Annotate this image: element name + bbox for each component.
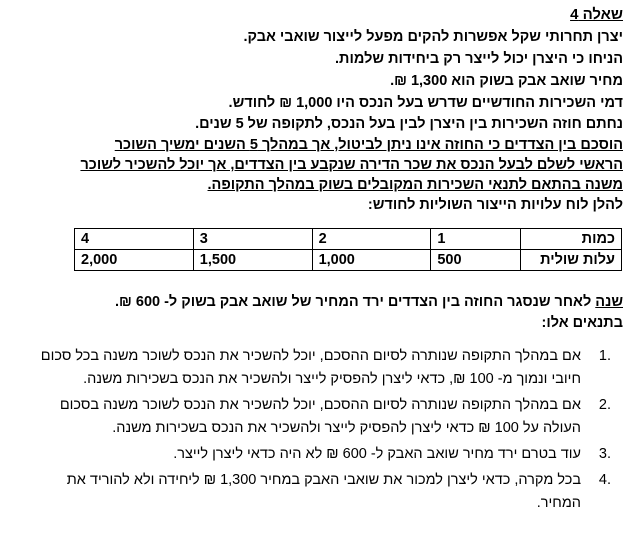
intro-line-4: דמי השכירות החודשיים שדרש בעל הנכס היו 1,000 ₪ לחודש. bbox=[228, 95, 623, 111]
agreement-line-3: משנה בהתאם לתנאי השכירות המקובלים בשוק במהלך התקופה. bbox=[207, 177, 623, 193]
intro-line-2: הניחו כי היצרן יכול לייצר רק ביחידות שלמות. bbox=[335, 51, 623, 67]
conditions-intro bbox=[542, 313, 624, 333]
marginal-cost-header: עלות שולית bbox=[521, 250, 622, 271]
condition-number: 4. bbox=[598, 472, 611, 488]
quantity-row bbox=[75, 229, 622, 250]
condition-text: אם במהלך התקופה שנותרה לסיום ההסכם, יוכל להשכיר את הנכס לשוכר משנה בכל סכום חיובי ונמוך מ- 100 ₪, כדאי ליצרן להפסיק לייצר ולהשכיר את הנכס בשכירות משנה. bbox=[40, 348, 581, 387]
table-intro: להלן לוח עלויות הייצור השוליות לחודש: bbox=[367, 197, 623, 213]
condition-number: 3. bbox=[598, 446, 611, 462]
intro-line-3: מחיר שואב אבק בשוק הוא 1,300 ₪. bbox=[390, 73, 623, 89]
agreement-line-2: הראשי לשלם לבעל הנכס את שכר הדירה שנקבע בין הצדדים, אך יוכל להשכיר לשוכר bbox=[80, 157, 623, 173]
year-word: שנה bbox=[595, 294, 623, 310]
marginal-cost-row bbox=[75, 250, 622, 271]
condition-item bbox=[25, 443, 625, 466]
year-line-rest: לאחר שנסגר החוזה בין הצדדים ירד המחיר של שואב אבק בשוק ל- 600 ₪. bbox=[115, 294, 592, 310]
condition-number: 1. bbox=[598, 348, 611, 364]
quantity-header: כמות bbox=[521, 229, 622, 250]
condition-item bbox=[25, 345, 625, 391]
conditions-list bbox=[25, 345, 625, 515]
marginal-cost-cell: 2,000 bbox=[75, 250, 194, 271]
intro-line-1: יצרן תחרותי שקל אפשרות להקים מפעל לייצור שואבי אבק. bbox=[243, 29, 623, 45]
condition-text: בכל מקרה, כדאי ליצרן למכור את שואבי האבק במחיר 1,300 ₪ ליחידה ולא להוריד את המחיר. bbox=[66, 472, 581, 511]
condition-item bbox=[25, 469, 625, 515]
marginal-cost-cell: 1,000 bbox=[312, 250, 431, 271]
marginal-cost-table bbox=[74, 228, 622, 271]
quantity-cell: 1 bbox=[431, 229, 521, 250]
agreement-line-1: הוסכם בין הצדדים כי החוזה אינו ניתן לביטול, אך במהלך 5 השנים ימשיך השוכר bbox=[114, 137, 623, 153]
marginal-cost-cell: 500 bbox=[431, 250, 521, 271]
marginal-cost-cell: 1,500 bbox=[193, 250, 312, 271]
condition-number: 2. bbox=[598, 397, 611, 413]
conditions-intro-text: בתנאים אלו: bbox=[541, 315, 623, 331]
quantity-cell: 2 bbox=[312, 229, 431, 250]
year-line bbox=[115, 292, 623, 312]
intro-line-5: נחתם חוזה השכירות בין היצרן לבין בעל הנכס, לתקופה של 5 שנים. bbox=[195, 116, 623, 132]
condition-item bbox=[25, 394, 625, 440]
condition-text: אם במהלך התקופה שנותרה לסיום ההסכם, יוכל להשכיר את הנכס לשוכר משנה בסכום העולה על 100 ₪ כדאי ליצרן להפסיק לייצר ולהשכיר את הנכס בשכירות משנה. bbox=[59, 397, 581, 436]
condition-text: עוד בטרם ירד מחיר שואב האבק ל- 600 ₪ לא היה כדאי ליצרן לייצר. bbox=[173, 446, 581, 462]
question-title: שאלה 4 bbox=[570, 6, 623, 23]
quantity-cell: 4 bbox=[75, 229, 194, 250]
quantity-cell: 3 bbox=[193, 229, 312, 250]
